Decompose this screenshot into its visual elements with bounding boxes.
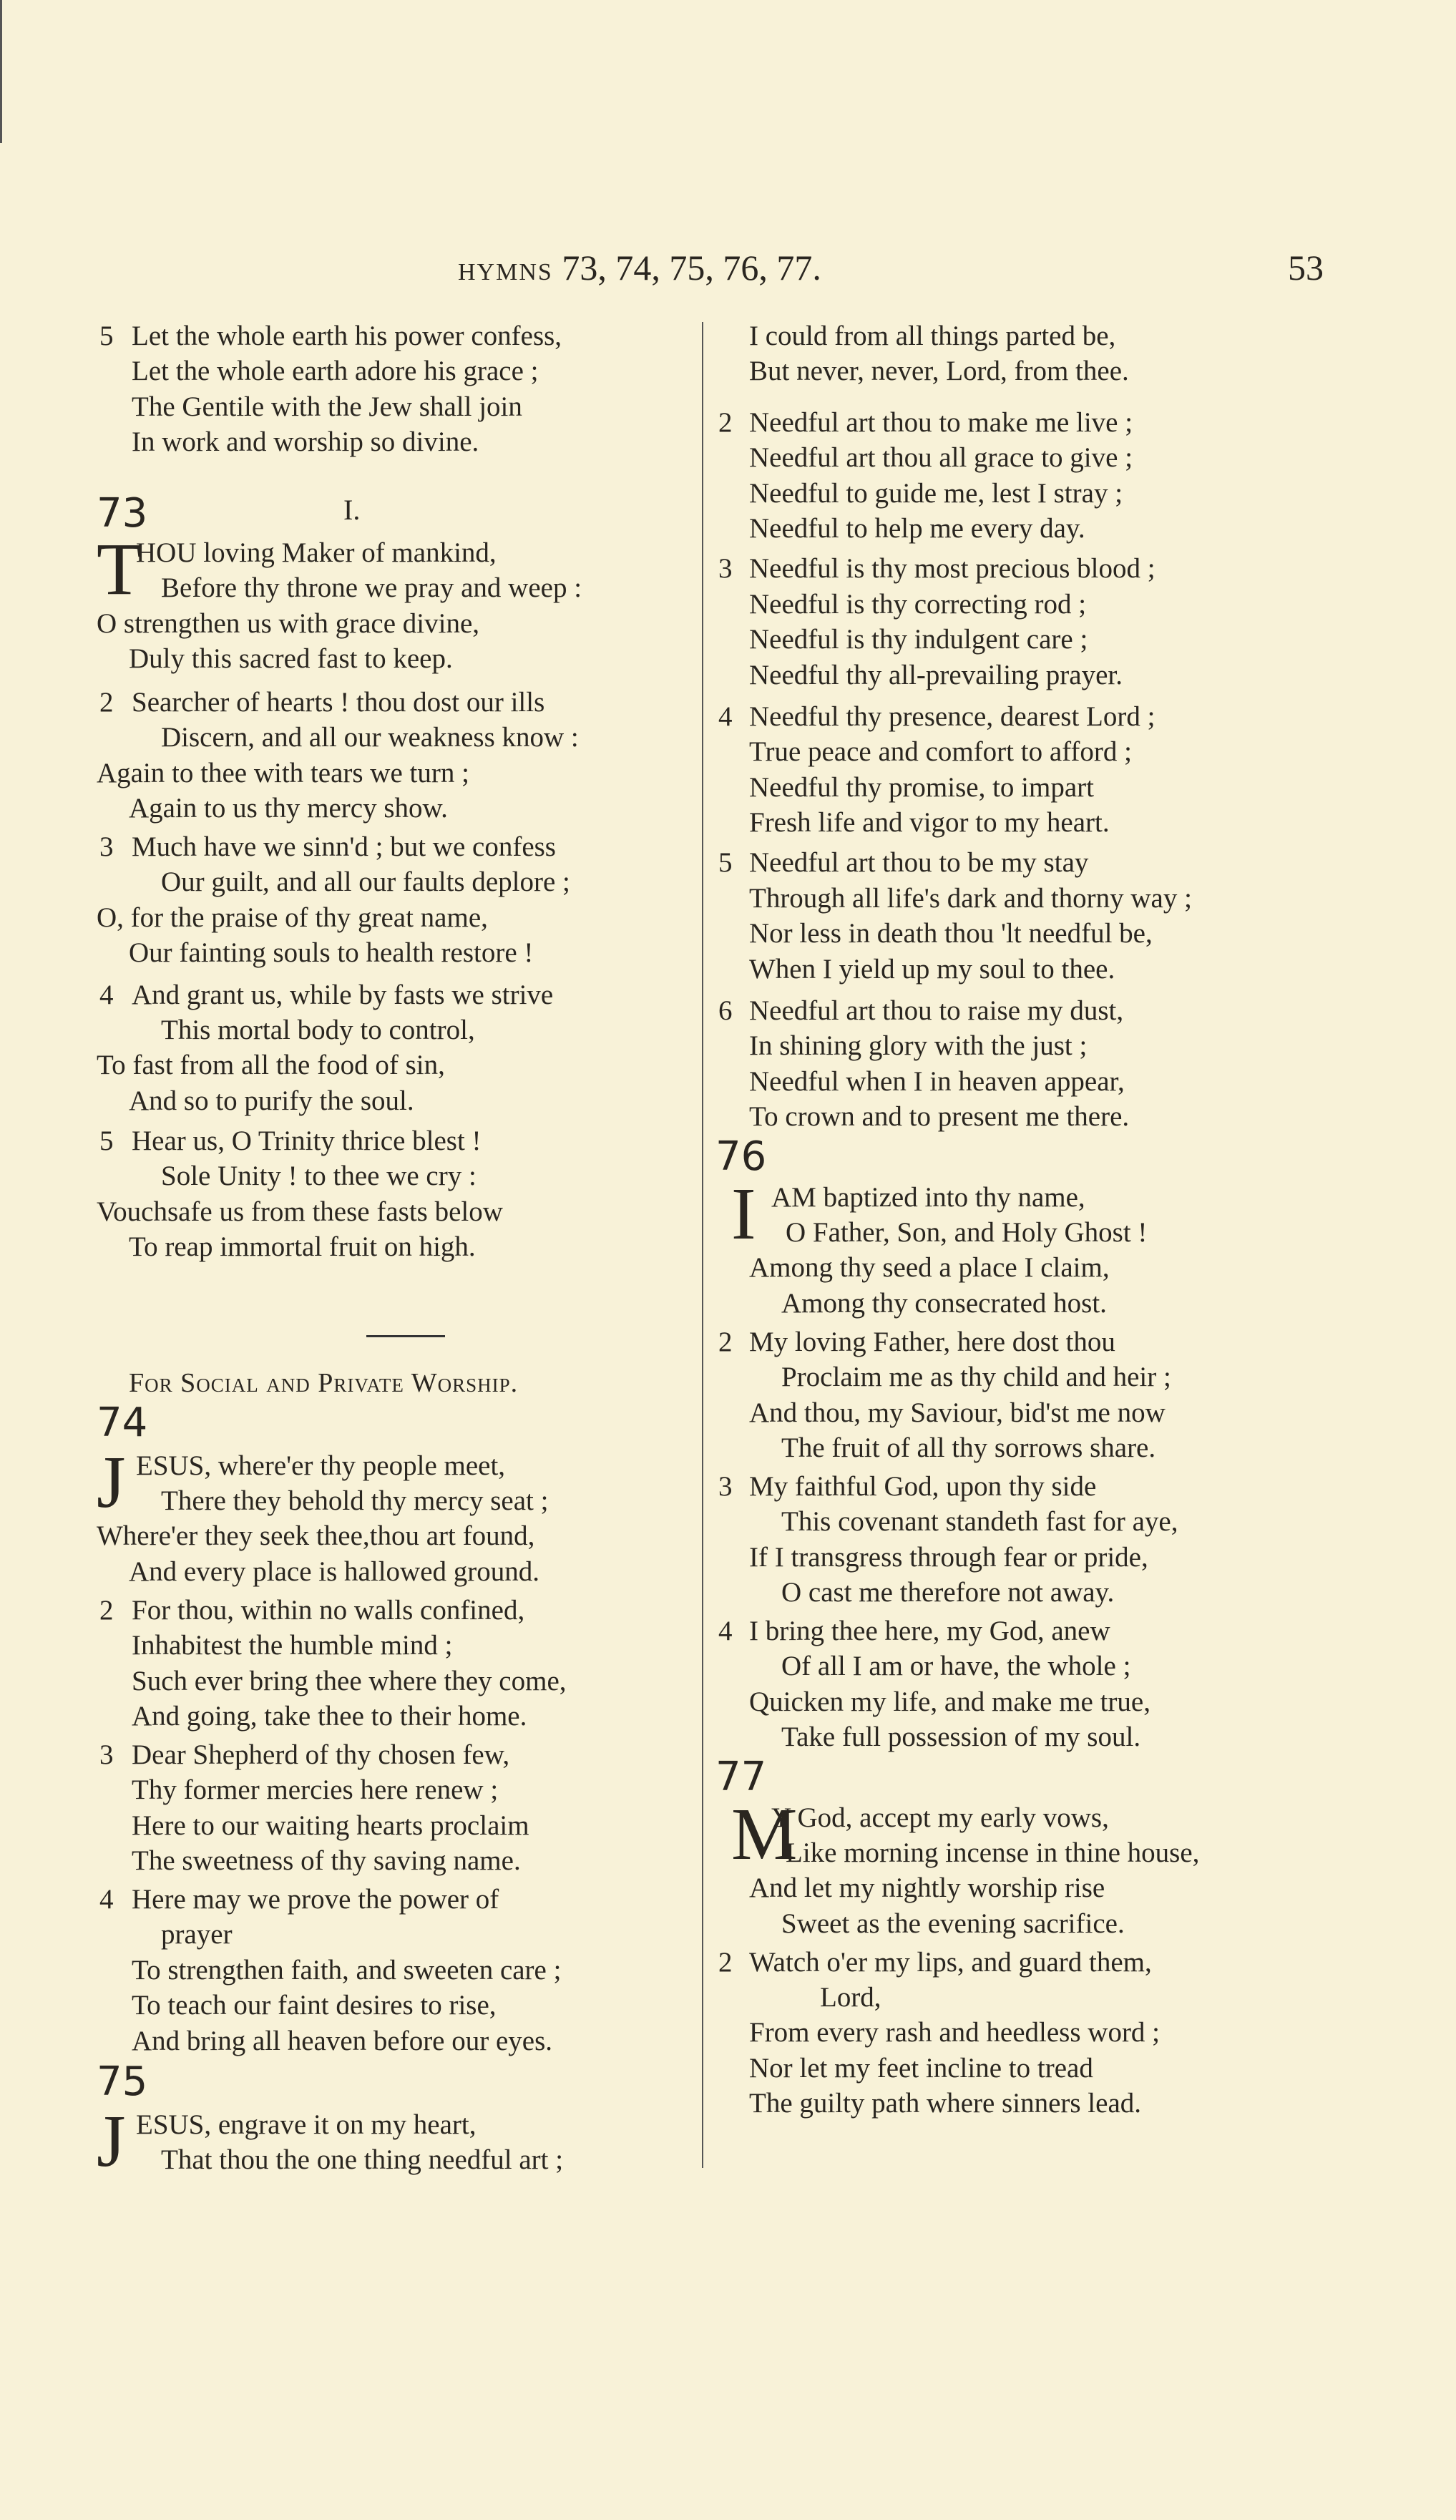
verse-line: Hear us, O Trinity thrice blest ! (132, 1125, 482, 1156)
verse-line: Let the whole earth his power confess, (132, 320, 562, 351)
verse-line: Duly this sacred fast to keep. (129, 643, 453, 675)
verse-line: The fruit of all thy sorrows share. (781, 1432, 1156, 1463)
verse-line: Discern, and all our weakness know : (161, 722, 579, 753)
verse-line: O strengthen us with grace divine, (97, 607, 480, 639)
verse-line: For thou, within no walls confined, (132, 1594, 525, 1626)
verse-line: Needful art thou to make me live ; (749, 406, 1133, 438)
verse-line: Among thy consecrated host. (781, 1287, 1107, 1319)
verse-number: 2 (99, 1594, 114, 1626)
verse-line: If I transgress through fear or pride, (749, 1541, 1148, 1573)
verse-line: And every place is hallowed ground. (129, 1556, 539, 1587)
verse-number: 5 (99, 1125, 114, 1156)
verse-line: To reap immortal fruit on high. (129, 1231, 476, 1263)
verse-line: O cast me therefore not away. (781, 1577, 1115, 1608)
verse-line: Needful art thou to be my stay (749, 847, 1089, 879)
verse-line: Such ever bring thee where they come, (132, 1665, 567, 1696)
verse-line: Needful is thy indulgent care ; (749, 624, 1088, 655)
verse-line: Our fainting souls to health restore ! (129, 937, 534, 969)
page-number: 53 (1288, 248, 1324, 288)
verse-line: Needful art thou to raise my dust, (749, 995, 1124, 1027)
verse-line: Needful thy promise, to impart (749, 771, 1094, 803)
verse-line: Vouchsafe us from these fasts below (97, 1196, 503, 1227)
verse-line: To strengthen faith, and sweeten care ; (132, 1954, 562, 1986)
verse-line: Our guilt, and all our faults deplore ; (161, 866, 570, 898)
verse-line: Needful is thy correcting rod ; (749, 588, 1087, 620)
verse-line: The guilty path where sinners lead. (749, 2088, 1141, 2119)
verse-line: Needful to help me every day. (749, 513, 1085, 544)
verse-line: Nor let my feet incline to tread (749, 2052, 1093, 2084)
drop-cap: J (97, 2099, 126, 2182)
verse-line: I could from all things parted be, (749, 320, 1116, 351)
verse-line: From every rash and heedless word ; (749, 2017, 1161, 2048)
verse-line: Searcher of hearts ! thou dost our ills (132, 686, 545, 718)
verse-number: 4 (718, 701, 733, 732)
hymn-number: 76 (715, 1133, 767, 1180)
verse-line: But never, never, Lord, from thee. (749, 356, 1129, 387)
verse-line: The sweetness of thy saving name. (132, 1845, 521, 1877)
verse-number: 3 (718, 553, 733, 585)
verse-line: Take full possession of my soul. (781, 1721, 1141, 1753)
verse-line: Much have we sinn'd ; but we confess (132, 831, 556, 862)
verse-number: 5 (99, 320, 114, 351)
verse-line: I bring thee here, my God, anew (749, 1615, 1110, 1646)
running-header-label: HYMNS (458, 259, 553, 285)
verse-line: Where'er they seek thee,thou art found, (97, 1520, 535, 1552)
verse-line: This mortal body to control, (161, 1014, 475, 1045)
verse-line: My loving Father, here dost thou (749, 1326, 1115, 1357)
verse-line: Watch o'er my lips, and guard them, (749, 1946, 1152, 1978)
verse-number: 3 (99, 1739, 114, 1770)
verse-number: 2 (718, 406, 733, 438)
verse-number: 5 (718, 847, 733, 879)
verse-line: Nor less in death thou 'lt needful be, (749, 918, 1153, 949)
verse-number: 3 (99, 831, 114, 862)
verse-line: And going, take thee to their home. (132, 1700, 527, 1732)
verse-line: In work and worship so divine. (132, 426, 479, 457)
column-divider (702, 322, 703, 2168)
hymn-part-label: I. (343, 494, 361, 527)
verse-line: Again to thee with tears we turn ; (97, 757, 469, 788)
verse-line: In shining glory with the just ; (749, 1030, 1088, 1062)
hymn-number: 73 (97, 490, 148, 537)
verse-line: To crown and to present me there. (749, 1101, 1130, 1133)
verse-line: Sole Unity ! to thee we cry : (161, 1161, 477, 1192)
verse-number: 2 (718, 1946, 733, 1978)
section-rule (366, 1335, 445, 1337)
verse-line: That thou the one thing needful art ; (161, 2144, 564, 2175)
verse-line: This covenant standeth fast for aye, (781, 1506, 1178, 1538)
verse-line: O, for the praise of thy great name, (97, 902, 488, 933)
verse-line: Dear Shepherd of thy chosen few, (132, 1739, 510, 1770)
running-header-numbers: 73, 74, 75, 76, 77. (562, 248, 821, 288)
verse-line: To fast from all the food of sin, (97, 1050, 445, 1081)
verse-number: 4 (99, 979, 114, 1010)
verse-line: Let the whole earth adore his grace ; (132, 356, 539, 387)
verse-line: Through all life's dark and thorny way ; (749, 882, 1192, 914)
drop-cap: J (97, 1440, 126, 1523)
verse-line: Here may we prove the power of (132, 1884, 499, 1915)
verse-line: My faithful God, upon thy side (749, 1470, 1097, 1502)
verse-line: There they behold thy mercy seat ; (161, 1485, 549, 1517)
verse-line: The Gentile with the Jew shall join (132, 391, 522, 422)
verse-line: Again to us thy mercy show. (129, 792, 448, 824)
drop-cap: T (97, 527, 142, 610)
verse-line: Lord, (820, 1982, 881, 2013)
verse-number: 4 (99, 1884, 114, 1915)
verse-line: Sweet as the evening sacrifice. (781, 1908, 1125, 1939)
verse-line: Quicken my life, and make me true, (749, 1686, 1150, 1717)
verse-line: And bring all heaven before our eyes. (132, 2025, 553, 2056)
running-header (458, 247, 821, 288)
verse-line: Here to our waiting hearts proclaim (132, 1810, 529, 1841)
hymn-number: 75 (97, 2059, 148, 2106)
verse-line: Of all I am or have, the whole ; (781, 1651, 1131, 1682)
verse-line: Among thy seed a place I claim, (749, 1252, 1110, 1284)
verse-line: HOU loving Maker of mankind, (136, 537, 497, 568)
verse-line: To teach our faint desires to rise, (132, 1990, 497, 2021)
verse-line: When I yield up my soul to thee. (749, 953, 1115, 985)
verse-line: ESUS, where'er thy people meet, (136, 1450, 506, 1481)
verse-line: Needful thy all-prevailing prayer. (749, 659, 1123, 690)
verse-line: Needful to guide me, lest I stray ; (749, 477, 1123, 509)
verse-line: And so to purify the soul. (129, 1085, 414, 1116)
drop-cap: M (731, 1792, 798, 1875)
verse-line: O Father, Son, and Holy Ghost ! (786, 1216, 1148, 1248)
verse-line: Inhabitest the humble mind ; (132, 1630, 453, 1661)
verse-number: 6 (718, 995, 733, 1027)
verse-number: 3 (718, 1470, 733, 1502)
verse-line: Y God, accept my early vows, (771, 1802, 1109, 1833)
verse-line: Proclaim me as thy child and heir ; (781, 1362, 1171, 1393)
verse-number: 2 (99, 686, 114, 718)
drop-cap: I (731, 1172, 756, 1255)
verse-line: Needful when I in heaven appear, (749, 1065, 1125, 1097)
verse-line: True peace and comfort to afford ; (749, 736, 1132, 768)
verse-line: ESUS, engrave it on my heart, (136, 2109, 477, 2140)
verse-line: AM baptized into thy name, (771, 1181, 1085, 1213)
verse-line: Needful art thou all grace to give ; (749, 442, 1133, 474)
verse-line: And grant us, while by fasts we strive (132, 979, 554, 1010)
verse-line: Needful thy presence, dearest Lord ; (749, 701, 1155, 732)
hymn-number: 74 (97, 1400, 148, 1447)
verse-number: 4 (718, 1615, 733, 1646)
verse-number: 2 (718, 1326, 733, 1357)
section-heading: For Social and Private Worship. (129, 1368, 519, 1399)
verse-line: Thy former mercies here renew ; (132, 1774, 499, 1806)
verse-line: And thou, my Saviour, bid'st me now (749, 1397, 1166, 1428)
verse-line: Like morning incense in thine house, (786, 1837, 1200, 1868)
verse-line: Before thy throne we pray and weep : (161, 572, 582, 604)
verse-line: prayer (161, 1919, 233, 1950)
page-edge (0, 0, 2, 143)
verse-line: Needful is thy most precious blood ; (749, 553, 1155, 585)
verse-line: Fresh life and vigor to my heart. (749, 807, 1110, 839)
hymn-number: 77 (715, 1753, 767, 1800)
verse-line: And let my nightly worship rise (749, 1872, 1105, 1904)
